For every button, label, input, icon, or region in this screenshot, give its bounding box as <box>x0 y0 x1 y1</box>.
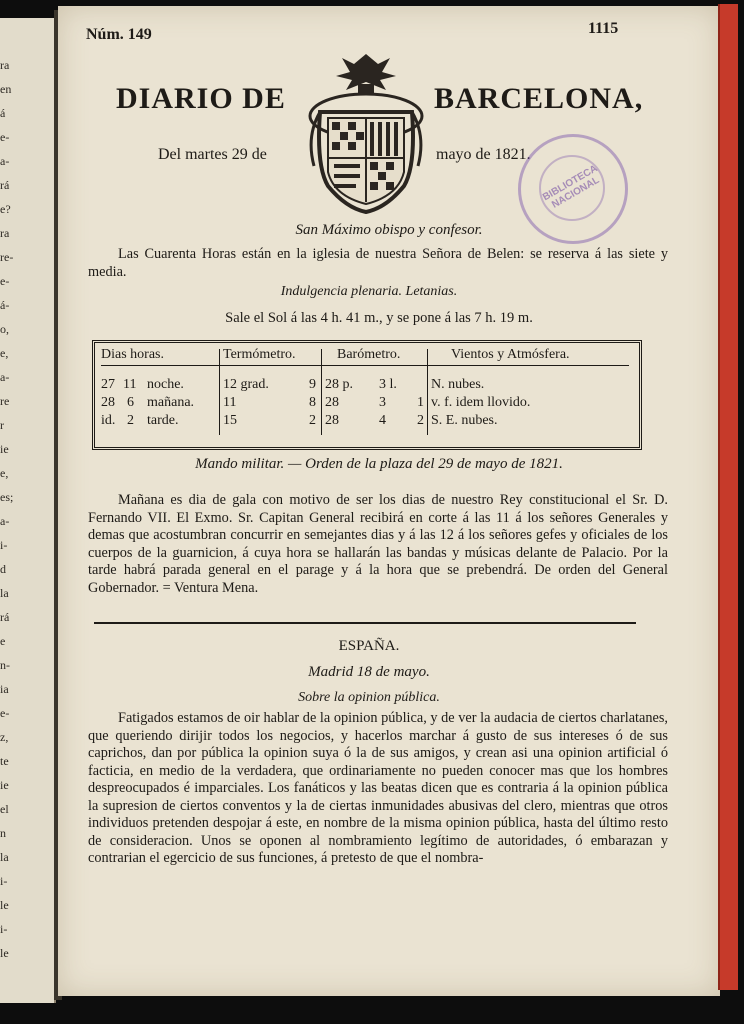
article-title: Sobre la opinion pública. <box>298 690 440 705</box>
header-wind-atmosphere: Vientos y Atmósfera. <box>451 347 570 362</box>
row-thermo-frac: 9 <box>309 377 316 392</box>
header-barometer: Barómetro. <box>337 347 401 362</box>
row-period: tarde. <box>147 413 179 428</box>
row-thermo-frac: 2 <box>309 413 316 428</box>
column-divider <box>427 349 428 435</box>
dateline: Madrid 18 de mayo. <box>308 664 430 680</box>
left-page-fragment: e <box>0 634 6 648</box>
left-page-fragment: re <box>0 394 10 408</box>
saint-of-day: San Máximo obispo y confesor. <box>295 222 483 238</box>
left-page-fragment: e? <box>0 202 11 216</box>
row-wind: N. nubes. <box>431 377 485 392</box>
row-thermo: 12 grad. <box>223 377 269 392</box>
left-page-fragment: e, <box>0 346 9 360</box>
left-page-fragment: o, <box>0 322 9 336</box>
left-page-fragment: ie <box>0 442 9 456</box>
header-thermometer: Termómetro. <box>223 347 296 362</box>
row-baro-lines: 3 l. <box>379 377 397 392</box>
column-divider <box>219 349 220 435</box>
left-page-margin <box>0 18 56 1003</box>
left-page-fragment: i- <box>0 874 8 888</box>
left-page-fragment: e- <box>0 130 10 144</box>
section-heading-spain: ESPAÑA. <box>338 638 400 654</box>
weather-table <box>92 340 642 450</box>
left-page-fragment: n- <box>0 658 10 672</box>
row-baro: 28 p. <box>325 377 353 392</box>
row-hour: 2 <box>127 413 134 428</box>
left-page-fragment: ra <box>0 226 10 240</box>
issue-date-right: mayo de 1821. <box>436 146 531 163</box>
row-hour: 6 <box>127 395 134 410</box>
left-page-fragment: d <box>0 562 6 576</box>
row-hour: 11 <box>123 377 137 392</box>
left-page-fragment: re- <box>0 250 14 264</box>
newspaper-page <box>58 6 720 996</box>
left-page-fragment: e- <box>0 706 10 720</box>
row-baro: 28 <box>325 413 339 428</box>
row-day: 28 <box>101 395 115 410</box>
left-page-fragment: le <box>0 946 9 960</box>
left-page-fragment: la <box>0 850 9 864</box>
left-page-fragment: n <box>0 826 6 840</box>
forty-hours-notice: Las Cuarenta Horas están en la iglesia de nuestra Señora de Belen: se reserva á las siete y media. <box>88 246 668 280</box>
row-baro-frac: 1 <box>417 395 424 410</box>
left-page-fragment: ia <box>0 682 9 696</box>
military-order-text: Mañana es dia de gala con motivo de ser los dias de nuestro Rey constitucional el Sr. D. Fernando VII. El Exmo. Sr. Capitan General recibirá en corte á las 11 á los señores Generales y demas que acostumbran concurrir en semejantes dias y á las 12 á los señores gefes y oficiales de los cuerpos de la guarnicion, á cuya hora se hallarán las bandas y músicas delante de Palacio. Por la tarde habrá parada general en el parage y á la hora que se prebendrá. De orden del General Gobernador. = Ventura Mena. <box>88 492 668 596</box>
header-days-hours: Dias horas. <box>101 347 164 362</box>
left-page-fragment: ie <box>0 778 9 792</box>
left-page-fragment: á <box>0 106 6 120</box>
row-thermo: 11 <box>223 395 237 410</box>
left-page-fragment: z, <box>0 730 9 744</box>
left-page-fragment: a- <box>0 370 10 384</box>
left-page-fragment: la <box>0 586 9 600</box>
row-period: mañana. <box>147 395 195 410</box>
left-page-fragment: rá <box>0 610 10 624</box>
article-text: Fatigados estamos de oir hablar de la opinion pública, y de ver la audacia de ciertos charlatanes, que queriendo dirijir todos los negocios, y hacerlos marchar á gusto de sus intereses ó de sus caprichos, dan por pública la opinion suya ó la de sus amigos, y crean asi una opinion artificial ó facticia, en medio de la verdadera, que ordinariamente no pueden conocer mas que los hombres despreocupados é imparciales. Los fanáticos y las beatas dicen que es contraria á la opinion pública la supresion de ciertos conventos y la de ciertas inmunidades abusivas del clero, mientras que otros individuos pretenden despojar á este, en nombre de la misma opinion pública, hasta del último resto de consideracion. Unos se oponen al nombramiento legítimo de autoridades, ó embarazan y contrarian el egercicio de sus funciones, á pretesto de que el nombra- <box>88 710 668 866</box>
column-divider <box>321 349 322 435</box>
row-wind: v. f. idem llovido. <box>431 395 531 410</box>
table-header-rule <box>101 365 629 366</box>
row-thermo-frac: 8 <box>309 395 316 410</box>
left-page-fragment: i- <box>0 922 8 936</box>
row-wind: S. E. nubes. <box>431 413 498 428</box>
left-page-fragment: a- <box>0 154 10 168</box>
left-page-fragment: te <box>0 754 9 768</box>
left-page-fragment: rá <box>0 178 10 192</box>
section-divider <box>94 622 636 624</box>
issue-number: Núm. 149 <box>86 26 152 43</box>
left-page-fragment: i- <box>0 538 8 552</box>
left-page-fragment: en <box>0 82 12 96</box>
library-stamp-text: BIBLIOTECA NACIONAL <box>541 163 602 211</box>
sunrise-sunset: Sale el Sol á las 4 h. 41 m., y se pone á las 7 h. 19 m. <box>225 310 533 326</box>
left-page-fragment: a- <box>0 514 10 528</box>
row-period: noche. <box>147 377 184 392</box>
row-baro-lines: 3 <box>379 395 386 410</box>
masthead-title-right: BARCELONA, <box>434 82 644 115</box>
left-page-fragment: r <box>0 418 4 432</box>
left-page-fragment: e, <box>0 466 9 480</box>
left-page-fragment: es; <box>0 490 14 504</box>
page-number: 1115 <box>588 20 619 37</box>
left-page-fragment: e- <box>0 274 10 288</box>
issue-date-left: Del martes 29 de <box>158 146 267 163</box>
coat-of-arms-icon <box>306 46 426 216</box>
masthead-title-left: DIARIO DE <box>116 82 286 115</box>
row-day: id. <box>101 413 116 428</box>
row-baro-lines: 4 <box>379 413 386 428</box>
red-page-edge <box>718 4 738 990</box>
left-page-fragment: ra <box>0 58 10 72</box>
row-baro: 28 <box>325 395 339 410</box>
military-command-heading: Mando militar. — Orden de la plaza del 29 de mayo de 1821. <box>195 456 563 472</box>
left-page-fragment: á- <box>0 298 10 312</box>
row-thermo: 15 <box>223 413 237 428</box>
left-page-fragment: le <box>0 898 9 912</box>
row-baro-frac: 2 <box>417 413 424 428</box>
indulgence-notice: Indulgencia plenaria. Letanias. <box>280 284 458 299</box>
left-page-fragment: el <box>0 802 9 816</box>
row-day: 27 <box>101 377 115 392</box>
